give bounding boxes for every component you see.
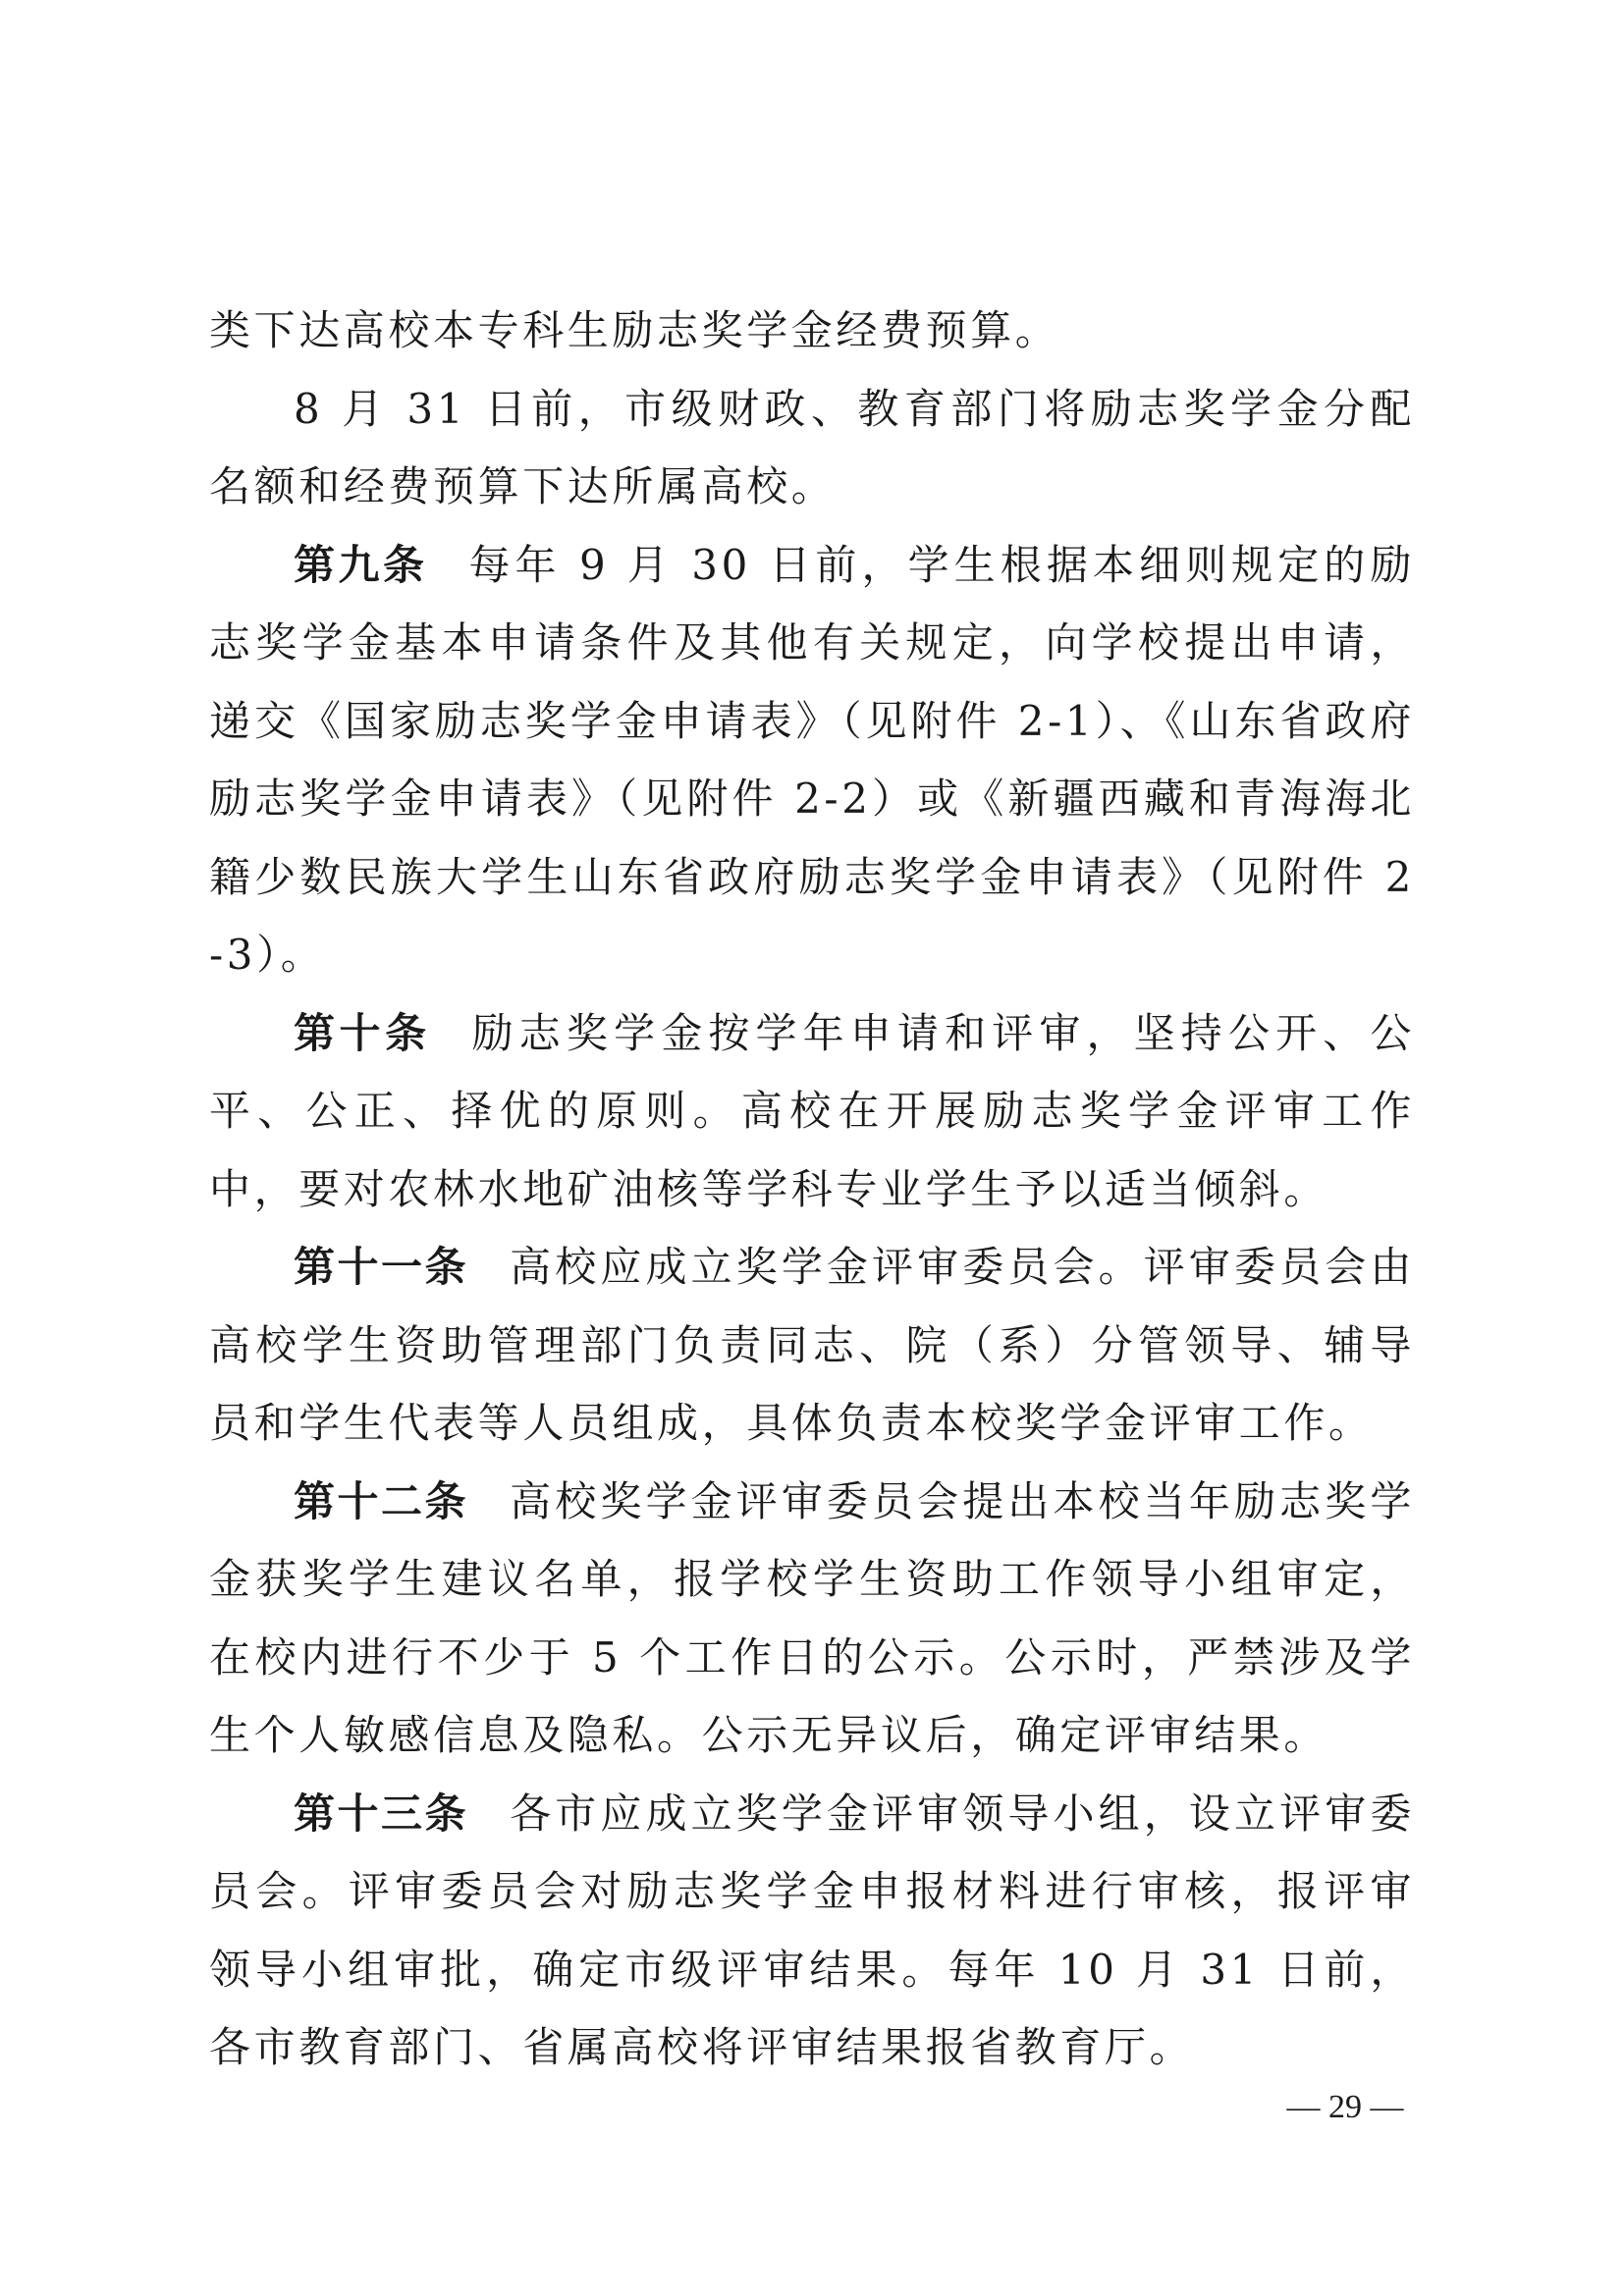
paragraph-deadline [209,370,1415,526]
paragraph-text: 8 月 31 日前，市级财政、教育部门将励志奖学金分配名额和经费预算下达所属高校。 [209,384,1415,510]
article-heading: 第十三条 [294,1789,469,1838]
page-number: — 29 — [1286,2089,1404,2125]
article-text: 各市应成立奖学金评审领导小组，设立评审委员会。评审委员会对励志奖学金申报材料进行审核，报评审领导小组审批，确定市级评审结果。每年 10 月 31 日前，各市教育部门、省属高校将评审结果报省教育厅。 [209,1789,1415,2071]
article-text: 高校应成立奖学金评审委员会。评审委员会由高校学生资助管理部门负责同志、院（系）分管领导、辅导员和学生代表等人员组成，具体负责本校奖学金评审工作。 [209,1243,1415,1447]
article-heading: 第十一条 [294,1243,469,1291]
article-text: 励志奖学金按学年申请和评审，坚持公开、公平、公正、择优的原则。高校在开展励志奖学金评审工作中，要对农林水地矿油核等学科专业学生予以适当倾斜。 [209,1008,1415,1213]
article-9 [209,526,1415,994]
article-heading: 第十二条 [294,1476,469,1525]
article-heading: 第九条 [294,540,428,589]
article-10 [209,994,1415,1229]
paragraph-text: 类下达高校本专科生励志奖学金经费预算。 [209,306,1060,354]
article-12 [209,1463,1415,1775]
paragraph-continuation [209,292,1415,370]
article-text: 每年 9 月 30 日前，学生根据本细则规定的励志奖学金基本申请条件及其他有关规定，向学校提出申请，递交《国家励志奖学金申请表》（见附件 2-1）、《山东省政府励志奖学金申请表》（见附件 2-2）或《新疆西藏和青海海北籍少数民族大学生山东省政府励志奖学金申请表》（见附件 2-3）。 [209,540,1415,979]
article-heading: 第十条 [294,1008,431,1057]
document-body [209,292,1415,2087]
article-text: 高校奖学金评审委员会提出本校当年励志奖学金获奖学生建议名单，报学校学生资助工作领导小组审定，在校内进行不少于 5 个工作日的公示。公示时，严禁涉及学生个人敏感信息及隐私。公示无异议后，确定评审结果。 [209,1476,1415,1759]
article-11 [209,1228,1415,1463]
article-13 [209,1775,1415,2087]
